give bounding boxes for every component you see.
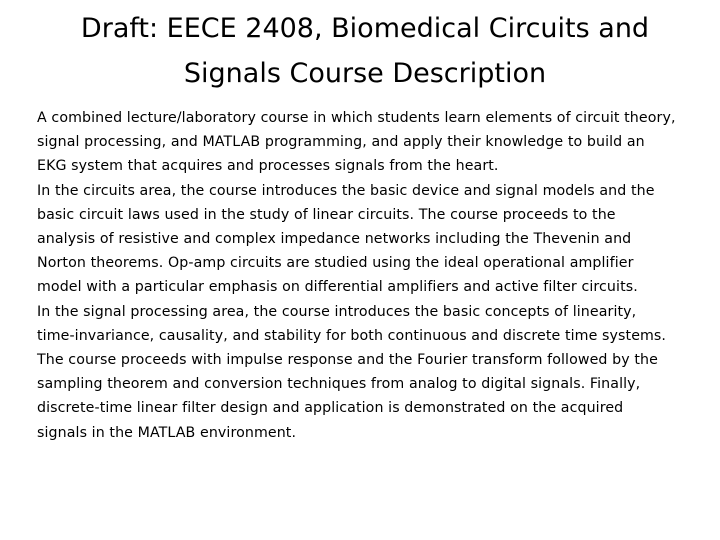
title-line-2: Signals Course Description (183, 58, 547, 89)
paragraph-overview: A combined lecture/laboratory course in which students learn elements of circuit theory, signal processing, and MATLAB programming, and apply their knowledge to build an EKG system that acquires and processes signals from the heart. (37, 110, 676, 175)
paragraph-signal-processing: In the signal processing area, the course introduces the basic concepts of linearity, time-invariance, causality, and stability for both continuous and discrete time systems. The course proceeds with impulse response and the Fourier transform followed by the sampling theorem and conversion techniques from analog to digital signals. Finally, discrete-time linear filter design and application is demonstrated on the acquired signals in the MATLAB environment. (37, 303, 667, 441)
slide-body (37, 106, 677, 445)
paragraph-circuits: In the circuits area, the course introduces the basic device and signal models and the basic circuit laws used in the study of linear circuits. The course proceeds to the analysis of resistive and complex impedance networks including the Thevenin and Norton theorems. Op-amp circuits are studied using the ideal operational amplifier model with a particular emphasis on differential amplifiers and active filter circuits. (37, 182, 655, 296)
title-line-1: Draft: EECE 2408, Biomedical Circuits and (80, 13, 650, 44)
slide-title (40, 6, 690, 96)
